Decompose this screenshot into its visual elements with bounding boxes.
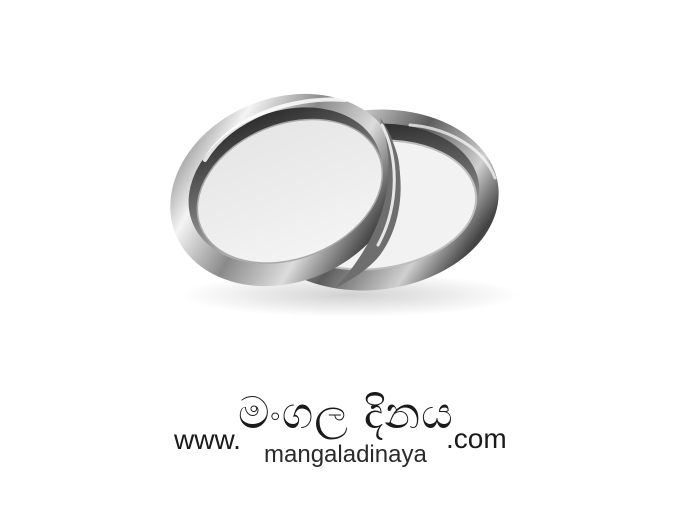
domain-name: mangaladinaya [264,441,427,468]
url-prefix: www. [174,424,241,455]
url-suffix: .com [446,423,507,454]
sinhala-site-name: මංගල දිනය [238,388,454,439]
